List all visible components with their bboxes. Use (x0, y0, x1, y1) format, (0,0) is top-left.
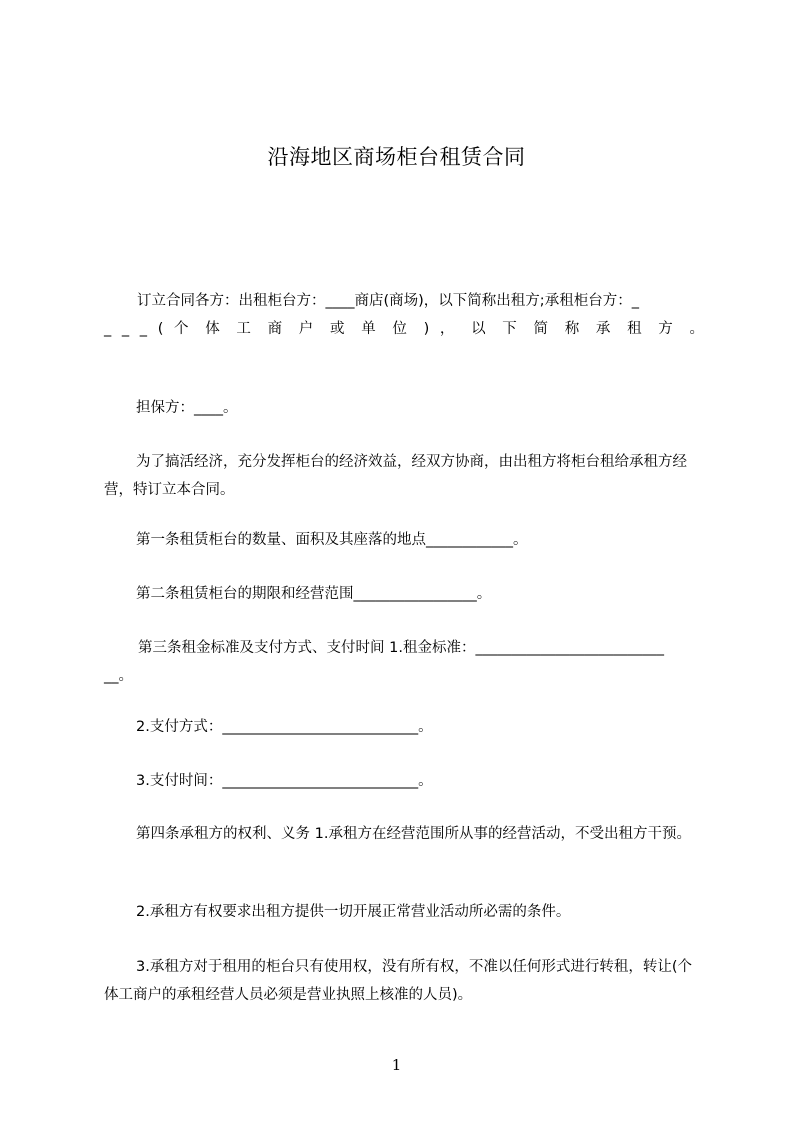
paragraph-parties (104, 287, 704, 343)
paragraph-parties-line1: 订立合同各方：出租柜台方：____商店(商场)，以下简称出租方;承租柜台方：_ (137, 293, 639, 309)
paragraph-article-2: 第二条租赁柜台的期限和经营范围_________________。 (136, 586, 492, 602)
paragraph-parties-line2: _ _ _ ( 个 体 工 商 户 或 单 位 ) ， 以 下 简 称 承 租 方 。 (104, 321, 704, 337)
paragraph-article-1: 第一条租赁柜台的数量、面积及其座落的地点____________。 (136, 532, 528, 548)
paragraph-article-3-line2: __。 (104, 668, 133, 684)
paragraph-article-3 (104, 634, 704, 690)
paragraph-article-3-payment-method: 2.支付方式：___________________________。 (136, 719, 433, 735)
paragraph-article-4-item-3: 3.承租方对于租用的柜台只有使用权，没有所有权，不准以任何形式进行转租，转让(个体工商户的承租经营人员必须是营业执照上核准的人员)。 (104, 959, 692, 1003)
paragraph-article-4: 第四条承租方的权利、义务 1.承租方在经营范围所从事的经营活动，不受出租方干预。 (136, 826, 691, 842)
page-title: 沿海地区商场柜台租赁合同 (267, 145, 526, 169)
paragraph-guarantor: 担保方：____。 (136, 400, 238, 416)
paragraph-article-3-line1: 第三条租金标准及支付方式、支付时间 1.租金标准：__________________________ (138, 640, 664, 656)
paragraph-purpose: 为了搞活经济，充分发挥柜台的经济效益，经双方协商，由出租方将柜台租给承租方经营，特订立本合同。 (104, 454, 687, 498)
paragraph-article-3-payment-time: 3.支付时间：___________________________。 (136, 773, 433, 789)
paragraph-article-4-item-2: 2.承租方有权要求出租方提供一切开展正常营业活动所必需的条件。 (136, 904, 571, 920)
page-number: 1 (391, 1056, 402, 1074)
